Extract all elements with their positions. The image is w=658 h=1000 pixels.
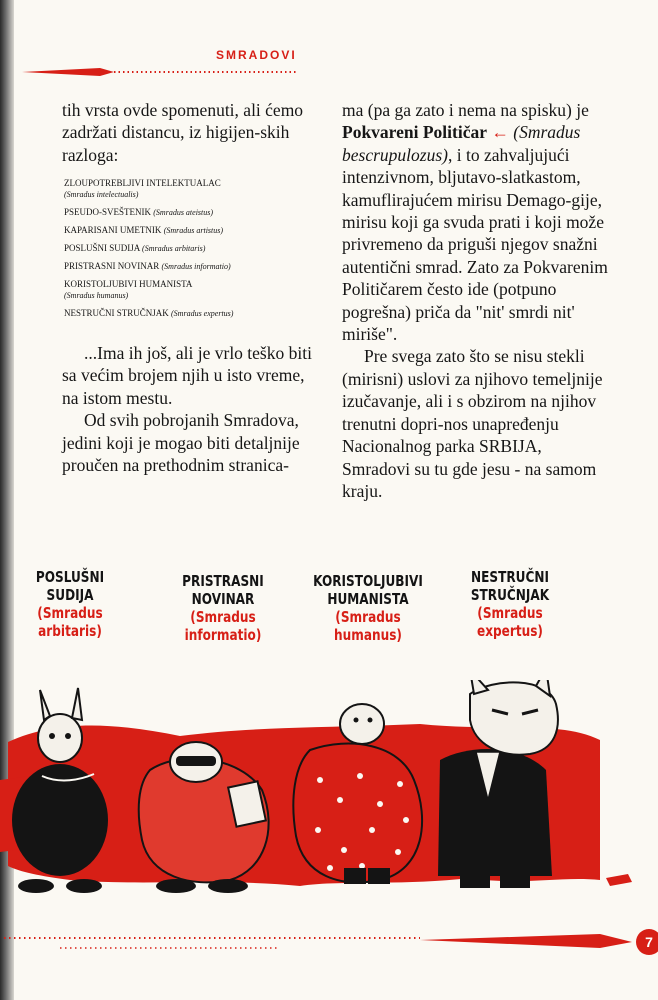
header-arrow-rule: [22, 62, 297, 82]
list-item-latin: (Smradus arbitaris): [142, 244, 206, 253]
caption-name: POSLUŠNI SUDIJA: [35, 568, 105, 604]
bold-term: Pokvareni Političar: [342, 122, 487, 143]
caption-latin: (Smradus expertus): [477, 604, 543, 640]
left-column-lower: [62, 342, 322, 476]
caption-humanist: [306, 572, 431, 644]
list-item: [64, 243, 304, 254]
text-run: ma (pa ga zato i nema na spisku) je: [342, 100, 589, 120]
right-column: [342, 99, 614, 502]
list-item-name: NESTRUČNI STRUČNJAK: [64, 308, 169, 318]
list-item-name: KORISTOLJUBIVI HUMANISTA: [64, 279, 193, 289]
list-item-latin: (Smradus ateistus): [153, 208, 214, 217]
paragraph: ...Ima ih još, ali je vrlo teško biti sa većim brojem njih u isto vreme, na istom mestu.: [62, 343, 312, 408]
list-item-latin: (Smradus artistus): [163, 226, 224, 235]
caption-name: KORISTOLJUBIVI HUMANISTA: [313, 572, 423, 608]
latin-term: (Smradus bescrupulozus): [342, 122, 581, 165]
caption-name: NESTRUČNI STRUČNJAK: [470, 568, 550, 604]
list-item-latin: (Smradus intelectualis): [64, 190, 139, 199]
left-column: [62, 99, 322, 166]
list-item-name: KAPARISANI UMETNIK: [64, 225, 162, 235]
list-item-latin: (Smradus humanus): [64, 291, 129, 300]
cartoon-illustration: [0, 680, 658, 920]
caption-judge: [23, 568, 117, 640]
list-item: [64, 207, 304, 218]
page-number: 7: [636, 929, 658, 955]
list-item: [64, 261, 304, 272]
caption-expert: [448, 568, 573, 640]
section-title: SMRADOVI: [216, 48, 297, 62]
caption-latin: (Smradus arbitaris): [37, 604, 103, 640]
paragraph: [342, 99, 614, 345]
footer-arrow-rule: [0, 918, 658, 968]
caption-name: PRISTRASNI NOVINAR: [182, 572, 264, 608]
list-item: [64, 308, 304, 319]
intro-text: tih vrsta ovde spomenuti, ali ćemo zadržati distancu, iz higijen-skih razloga:: [62, 100, 304, 165]
caption-latin: (Smradus informatio): [184, 608, 262, 644]
list-item-name: PRISTRASNI NOVINAR: [64, 261, 160, 271]
caption-journalist: [165, 572, 282, 644]
smradovi-list: [64, 178, 304, 326]
list-item: [64, 225, 304, 236]
paragraph: Od svih pobrojanih Smradova, jedini koji je mogao biti detaljnije proučen na prethodnim stranica-: [62, 410, 300, 476]
paragraph: Pre svega zato što se nisu stekli (mirisni) uslovi za njihovo temeljnije izučavanje, ali i s obzirom na njihov trenutni dopri-nos unapređenju Nacionalnog parka SRBIJA, Smradovi su tu gde jesu - na samom kraju.: [342, 346, 603, 501]
list-item-name: POSLUŠNI SUDIJA: [64, 243, 140, 253]
caption-latin: (Smradus humanus): [334, 608, 402, 644]
list-item-name: ZLOUPOTREBLJIVI INTELEKTUALAC: [64, 178, 221, 188]
arrow-left-icon: ←: [491, 122, 509, 143]
list-item-name: PSEUDO-SVEŠTENIK: [64, 207, 152, 217]
list-item: [64, 279, 304, 301]
text-run: , i to zahvaljujući intenzivnom, bljutavo-slatkastom, kamuflirajućem mirisu Demago-gije, mirisu koji ga svuda prati i koji može privremeno da priguši njegov snažni autentični smrad. Zato za Pokvarenim Političarem često ide (potpuno pogrešna) priča da "nit' smrdi nit' miriše".: [342, 144, 608, 345]
list-item: [64, 178, 304, 200]
expert-figure: [438, 680, 558, 888]
list-item-latin: (Smradus expertus): [171, 309, 234, 318]
list-item-latin: (Smradus informatio): [161, 262, 231, 271]
